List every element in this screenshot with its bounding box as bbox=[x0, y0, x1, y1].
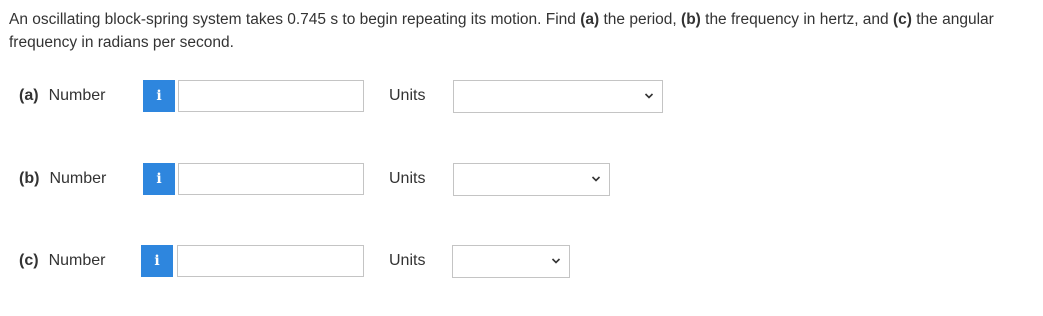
units-label: Units bbox=[389, 170, 426, 187]
info-button[interactable] bbox=[141, 245, 173, 277]
info-icon: i bbox=[154, 253, 160, 269]
info-button[interactable] bbox=[143, 163, 175, 195]
answer-row-b bbox=[0, 162, 1043, 202]
question-period: the period, bbox=[599, 11, 682, 28]
number-input-b[interactable] bbox=[178, 163, 364, 195]
units-label: Units bbox=[389, 252, 426, 269]
question-frequency: the frequency in hertz, and bbox=[700, 11, 893, 28]
units-select-a[interactable] bbox=[453, 80, 663, 113]
number-label: Number bbox=[48, 252, 106, 269]
part-a-label bbox=[19, 87, 105, 105]
number-label: Number bbox=[48, 87, 106, 104]
chevron-down-icon bbox=[551, 256, 561, 266]
question-intro: An oscillating block-spring system takes 0.745 s to begin repeating its motion. Find bbox=[9, 11, 581, 28]
chevron-down-icon bbox=[644, 91, 654, 101]
units-label: Units bbox=[389, 87, 426, 104]
answer-row-a bbox=[0, 79, 1043, 119]
part-b-ref: (b) bbox=[681, 11, 701, 28]
number-input-a[interactable] bbox=[178, 80, 364, 112]
question-text bbox=[9, 8, 1039, 54]
part-letter: (c) bbox=[19, 252, 39, 269]
question-angular: the angular frequency in radians per second. bbox=[9, 11, 994, 51]
info-icon: i bbox=[156, 88, 162, 104]
answer-row-c bbox=[0, 244, 1043, 284]
part-letter: (b) bbox=[19, 170, 40, 187]
part-c-ref: (c) bbox=[892, 11, 912, 28]
units-select-b[interactable] bbox=[453, 163, 610, 196]
part-b-label bbox=[19, 170, 106, 188]
number-input-c[interactable] bbox=[177, 245, 364, 277]
info-icon: i bbox=[156, 171, 162, 187]
number-label: Number bbox=[49, 170, 107, 187]
units-select-c[interactable] bbox=[452, 245, 570, 278]
part-c-label bbox=[19, 252, 105, 270]
part-a-ref: (a) bbox=[580, 11, 600, 28]
part-letter: (a) bbox=[19, 87, 39, 104]
chevron-down-icon bbox=[591, 174, 601, 184]
info-button[interactable] bbox=[143, 80, 175, 112]
